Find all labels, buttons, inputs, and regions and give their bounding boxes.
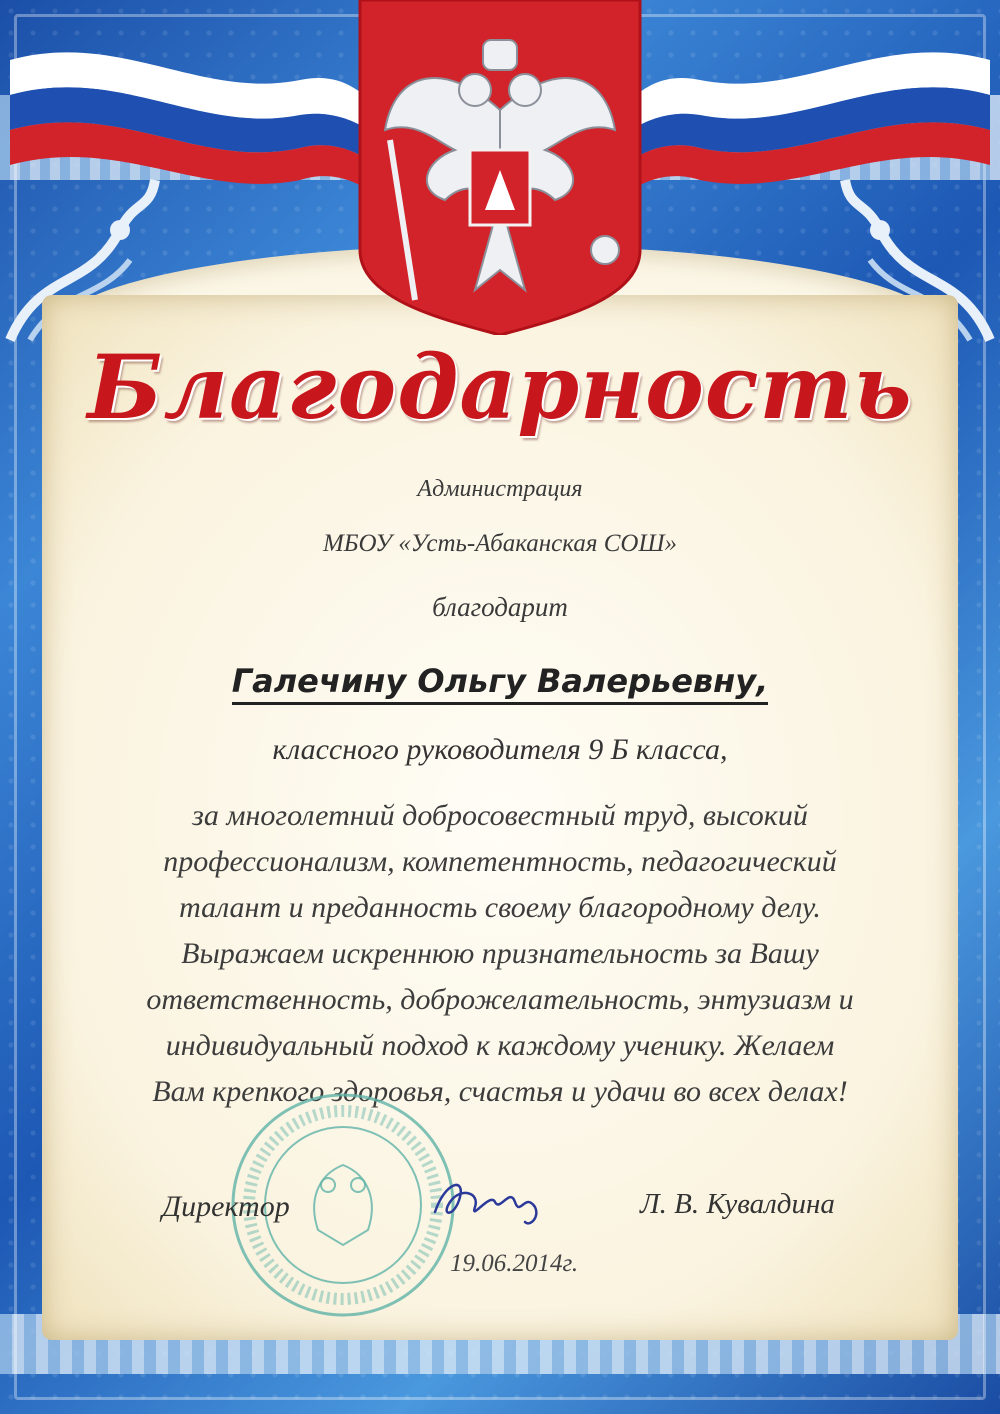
citation-line: Вам крепкого здоровья, счастья и удачи во всех делах! [152,1075,848,1108]
signer-name: Л. В. Кувалдина [640,1188,835,1220]
handwritten-signature [430,1172,550,1232]
recipient-role: классного руководителя 9 Б класса, [272,733,728,766]
citation-line: талант и преданность своему благородному делу. [179,891,821,924]
administration-line: Администрация [417,476,583,502]
double-headed-eagle-icon [355,0,645,335]
citation-line: индивидуальный подход к каждому ученику. Желаем [165,1029,835,1062]
citation-line: ответственность, доброжелательность, энтузиазм и [146,983,854,1016]
citation-line: Выражаем искреннюю признательность за Вашу [181,937,819,970]
recipient-name: Галечину Ольгу Валерьевну, [232,662,769,705]
recipient-name-block [0,662,1000,700]
citation-line: за многолетний добросовестный труд, высокий [192,799,808,832]
left-flag-ribbon [0,20,400,220]
right-flag-ribbon [600,20,1000,220]
certificate-title: Благодарность [87,335,913,439]
citation-line: профессионализм, компетентность, педагогический [163,845,837,878]
issue-date: 19.06.2014г. [450,1250,579,1277]
school-line: МБОУ «Усть-Абаканская СОШ» [322,530,678,557]
thanks-line: благодарит [432,592,568,622]
citation-body [100,793,900,1115]
director-label: Директор [162,1190,290,1223]
